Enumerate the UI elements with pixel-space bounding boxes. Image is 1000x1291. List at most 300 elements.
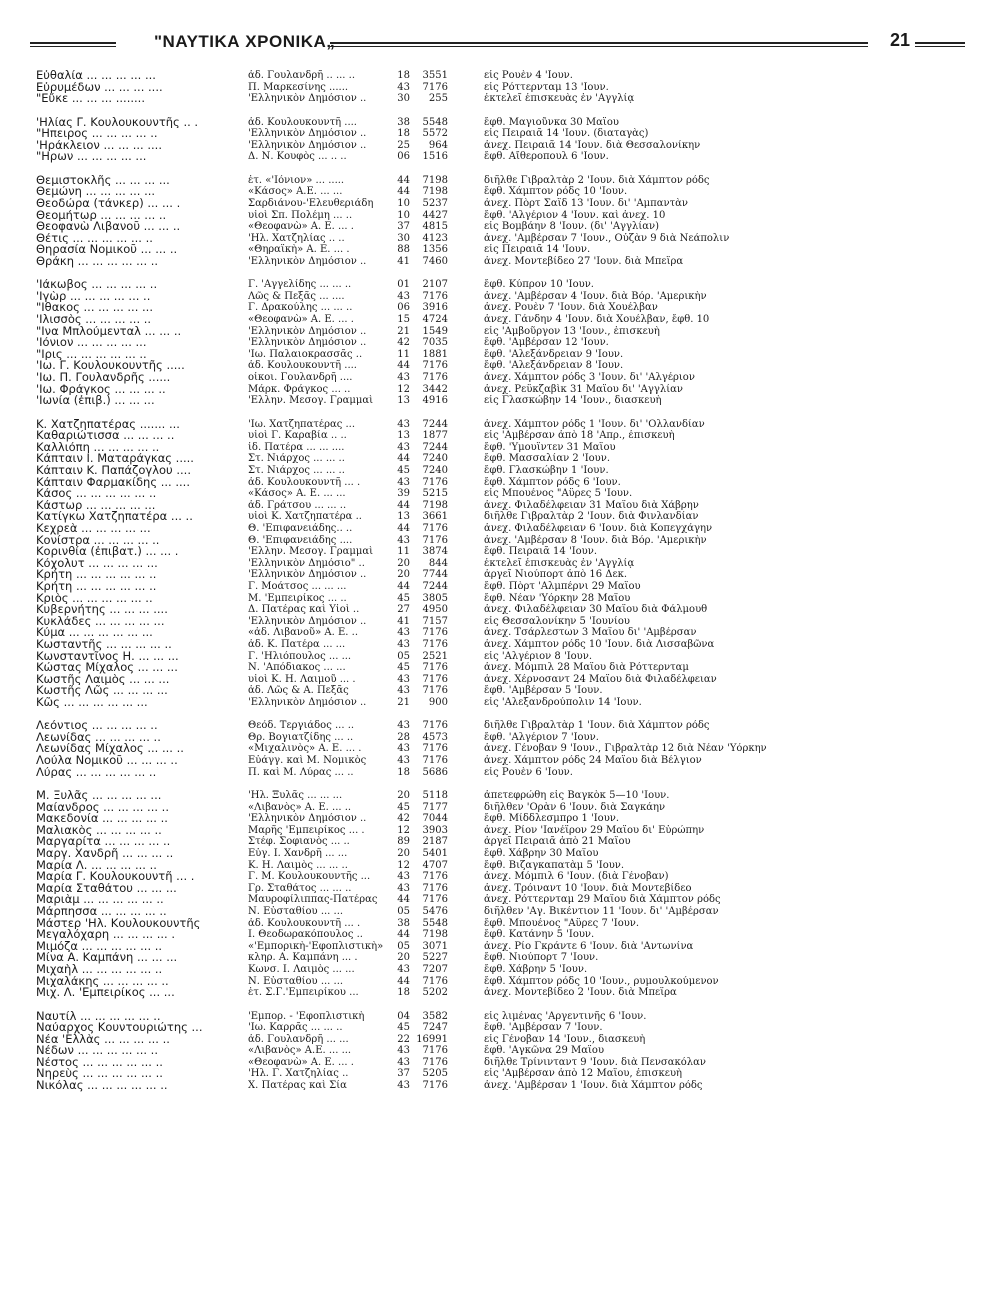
- position-status: ἔφθ. Χάβρην 5 'Ιουν.: [484, 963, 588, 975]
- ship-row: [36, 918, 966, 930]
- tonnage: 255: [428, 93, 448, 105]
- ship-name: 'Ηλίας Γ. Κουλουκουντῆς .. .: [36, 116, 199, 129]
- tonnage: 7176: [422, 975, 448, 987]
- built-year: 43: [397, 534, 410, 546]
- tonnage: 7198: [422, 499, 448, 511]
- ship-name: Νικόλας ... ... ... ... ... ..: [36, 1080, 168, 1092]
- position-status: ἀνεχ. Χάμπτον ρόδς 1 'Ιουν. δι' 'Ολλανδίαν: [484, 418, 705, 430]
- built-year: 44: [397, 453, 410, 465]
- tonnage: 4916: [422, 395, 448, 407]
- tonnage: 7035: [422, 337, 448, 349]
- built-year: 43: [397, 441, 410, 453]
- ship-row: [36, 581, 966, 593]
- ship-name: Κωστῆς Λαιμὸς ... ... ...: [36, 673, 170, 686]
- built-year: 27: [397, 604, 410, 616]
- owner: ἀδ. Κουλουκουντῆ ... .: [248, 476, 361, 488]
- ship-name: Κωστῆς Λῶς ... ... ... ...: [36, 685, 168, 697]
- built-year: 20: [397, 557, 410, 569]
- built-year: 43: [397, 290, 410, 302]
- built-year: 13: [397, 511, 410, 523]
- ship-name: Κάπταιν Φαρμακίδης ... ....: [36, 476, 190, 489]
- position-status: εἰς 'Αμβέρσαν ἀπὸ 12 Μαΐου, ἐπισκευὴ: [484, 1068, 683, 1080]
- tonnage: 7044: [422, 813, 448, 825]
- ship-name: Νηρεὺς ... ... ... ... ... ..: [36, 1068, 163, 1081]
- built-year: 10: [397, 209, 410, 221]
- ship-name: Μ. Ξυλᾶς ... ... ... ... ...: [36, 790, 162, 802]
- position-status: διῆλθε Γιβραλτὰρ 2 'Ιουν. διὰ Φινλανδίαν: [484, 511, 699, 523]
- ship-name: Ναυτίλ ... ... ... ... ... ..: [36, 1010, 161, 1023]
- ship-name: Θεοδώρα (τάνκερ) ... ... .: [36, 197, 181, 210]
- owner: 'Ιω. Καρρᾶς ... ... ..: [248, 1022, 343, 1034]
- tonnage: 1877: [422, 430, 448, 442]
- ship-row: [36, 894, 966, 906]
- position-status: ἔφθ. Χάμπτον ρόδς 10 'Ιουν.: [484, 186, 628, 198]
- ship-row: [36, 1011, 966, 1023]
- owner: 'Ελληνικὸν Δημόσιο" ..: [248, 557, 365, 569]
- ship-row: [36, 627, 966, 639]
- header-rule-left: [30, 42, 116, 47]
- ship-row: [36, 442, 966, 454]
- owner: 'Ελληνικὸν Δημόσιον ..: [248, 569, 367, 581]
- owner: υἱοὶ Κ. Χατζηπατέρα ..: [248, 511, 362, 523]
- tonnage: 3442: [422, 383, 448, 395]
- ship-row: [36, 755, 966, 767]
- owner: «'Εμπορικὴ-'Εφοπλιστικὴ»: [248, 940, 384, 952]
- ship-row: [36, 117, 966, 129]
- tonnage: 900: [428, 696, 448, 708]
- ship-row: [36, 291, 966, 303]
- ship-row: [36, 1057, 966, 1069]
- owner: ἀδ. Κουλουκουντῆ ... .: [248, 917, 361, 929]
- built-year: 44: [397, 360, 410, 372]
- ship-row: [36, 337, 966, 349]
- tonnage: 1356: [422, 244, 448, 256]
- ship-name: Κονίστρα ... ... ... ... ..: [36, 534, 160, 547]
- owner: ἑτ. «'Ιόνιον» ... .....: [248, 174, 345, 186]
- built-year: 43: [397, 1045, 410, 1057]
- ship-row: [36, 697, 966, 709]
- tonnage: 5548: [422, 116, 448, 128]
- owner: 'Ελληνικὸν Δημόσιον ..: [248, 696, 367, 708]
- tonnage: 7177: [422, 801, 448, 813]
- ship-name: Λεωνίδας ... ... ... ... ..: [36, 731, 161, 744]
- ship-row: [36, 430, 966, 442]
- built-year: 18: [397, 128, 410, 140]
- ship-row: [36, 511, 966, 523]
- position-status: διῆλθε Γιβραλτὰρ 2 'Ιουν. διὰ Χάμπτον ρόδς: [484, 174, 710, 186]
- built-year: 44: [397, 975, 410, 987]
- built-year: 20: [397, 790, 410, 802]
- ship-row: [36, 244, 966, 256]
- tonnage: 4950: [422, 604, 448, 616]
- position-status: ἀνεχ. Γάνδην 4 'Ιουν. διὰ Χουέλβαν, ἔφθ. 10: [484, 314, 710, 326]
- ship-name: Κρήτη ... ... ... ... ... ..: [36, 569, 157, 581]
- built-year: 13: [397, 430, 410, 442]
- position-status: ἀνεχ. Φιλαδέλφειαν 30 Μαΐου διὰ Φάλμουθ: [484, 604, 708, 616]
- publication-title: "ΝΑΥΤΙΚΑ ΧΡΟΝΙΚΑ„: [154, 32, 336, 51]
- ship-row: [36, 360, 966, 372]
- ship-name: 'Ιόνιον ... ... ... ... ...: [36, 337, 147, 349]
- owner: Γ. 'Ηλιόπουλος ... ...: [248, 650, 352, 662]
- tonnage: 7240: [422, 465, 448, 476]
- tonnage: 7176: [422, 476, 448, 488]
- position-status: εἰς 'Αμβέρσαν ἀπὸ 18 'Απρ., ἐπισκευὴ: [484, 430, 675, 442]
- position-status: εἰς 'Αλεξανδρούπολιν 14 'Ιουν.: [484, 696, 642, 708]
- built-year: 18: [397, 766, 410, 778]
- ship-row: [36, 674, 966, 686]
- ship-name: Θράκη ... ... ... ... ... ..: [36, 255, 159, 268]
- ship-name: "Ηπειρος ... ... ... ... ..: [36, 128, 158, 140]
- ship-row: [36, 302, 966, 314]
- owner: ἰδ. Πατέρα ... ... ....: [248, 441, 345, 453]
- built-year: 43: [397, 81, 410, 93]
- ship-name: Μαρία Σταθάτου ... ... ...: [36, 882, 177, 895]
- ship-name: Κάπταιν Ι. Ματαράγκας .....: [36, 453, 194, 465]
- ship-name: "Ιθακος ... ... ... ... ...: [36, 302, 153, 315]
- position-status: ἔφθ. 'Αμβέρσαν 7 'Ιουν.: [484, 1022, 603, 1034]
- ship-name: 'Ιω. Π. Γουλανδρῆς ......: [36, 372, 171, 384]
- position-status: ἀνεχ. Μόμπιλ 28 Μαΐου διὰ Ρόττερνταμ: [484, 662, 689, 674]
- owner: 'Ελληνικὸν Δημόσιον ..: [248, 128, 367, 140]
- ship-row: [36, 941, 966, 953]
- position-status: ἀνεχ. 'Αμβέρσαν 1 'Ιουν. διὰ Χάμπτον ρόδς: [484, 1080, 703, 1092]
- ship-row: [36, 860, 966, 872]
- ship-name: Μεγαλόχαρη ... ... ... ... .: [36, 929, 175, 941]
- owner: 'Ελληνικὸν Δημόσιον ..: [248, 813, 367, 825]
- owner: Χ. Πατέρας καὶ Σία: [248, 1080, 347, 1092]
- ship-row: [36, 546, 966, 558]
- built-year: 43: [397, 638, 410, 650]
- ship-row: [36, 616, 966, 628]
- tonnage: 7244: [422, 580, 448, 592]
- owner: Εὐάγγ. καὶ Μ. Νομικὸς: [248, 755, 367, 767]
- position-status: ἀνεχ. Μοντεβίδεο 2 'Ιουν. διὰ Μπεΐρα: [484, 987, 677, 999]
- ship-name: 'Ηράκλειον ... ... ... ....: [36, 139, 162, 152]
- ship-row: [36, 848, 966, 860]
- ship-row: [36, 349, 966, 361]
- built-year: 43: [397, 882, 410, 894]
- ship-name: Εὐρυμέδων ... ... ... ....: [36, 81, 163, 94]
- tonnage: 5118: [422, 790, 448, 802]
- owner: Π. Μαρκεσίνης ......: [248, 81, 349, 93]
- built-year: 43: [397, 418, 410, 430]
- ship-row: [36, 1034, 966, 1046]
- built-year: 44: [397, 894, 410, 906]
- ship-name: Θεομήτωρ ... ... ... ... ..: [36, 209, 167, 222]
- ship-row: [36, 720, 966, 732]
- ship-row: [36, 453, 966, 465]
- owner: «Θηραϊκὴ» Α. Ε. ... .: [248, 244, 350, 256]
- position-status: εἰς 'Αμβοῦργον 13 'Ιουν., ἐπισκευὴ: [484, 325, 660, 337]
- owner: ἀδ. Κουλουκουντῆ ....: [248, 360, 357, 372]
- ship-name: Κάπταιν Κ. Παπάζογλου ....: [36, 465, 191, 477]
- built-year: 44: [397, 499, 410, 511]
- tonnage: 3582: [422, 1010, 448, 1022]
- ship-row: [36, 987, 966, 999]
- position-status: ἀνεχ. Ρόττερνταμ 29 Μαΐου διὰ Χάμπτον ρόδς: [484, 894, 721, 906]
- ship-name: Θέτις ... ... ... ... ... ..: [36, 232, 153, 245]
- owner: Σαρδιάνου-'Ελευθεριάδη: [248, 197, 374, 209]
- tonnage: 7176: [422, 685, 448, 697]
- ship-row: [36, 151, 966, 163]
- tonnage: 7460: [422, 255, 448, 267]
- tonnage: 7176: [422, 673, 448, 685]
- owner: Ι. Θεοδωρακόπουλος ..: [248, 929, 363, 941]
- owner: 'Ελλην. Μεσογ. Γραμμαὶ: [248, 546, 373, 558]
- position-status: ἔφθ. Μπουένος "Αϋρες 7 'Ιουν.: [484, 917, 640, 929]
- ship-name: Μαρία Λ. ... ... ... ... ..: [36, 859, 157, 872]
- position-status: ἔφθ. Μίδδλεσμπρο 1 'Ιουν.: [484, 813, 620, 825]
- tonnage: 3805: [422, 592, 448, 604]
- position-status: ἀνεχ. Τσάρλεστων 3 Μαΐου δι' 'Αμβέρσαν: [484, 627, 697, 639]
- owner: 'Ηλ. Γ. Χατζηλίας ..: [248, 1068, 349, 1080]
- tonnage: 5548: [422, 917, 448, 929]
- owner: Δ. Ν. Κουφὸς ... .. ..: [248, 151, 347, 163]
- ship-name: 'Ιγὼρ ... ... ... ... ... ..: [36, 290, 151, 303]
- ship-row: [36, 82, 966, 94]
- ship-name: 'Ιωνία (ἐπιβ.) ... ... ...: [36, 395, 155, 407]
- ship-group: [36, 279, 966, 407]
- tonnage: 2107: [422, 279, 448, 291]
- header-rule-right: [330, 42, 868, 47]
- tonnage: 7176: [422, 1056, 448, 1068]
- position-status: ἔφθ. 'Αμβέρσαν 5 'Ιουν.: [484, 685, 603, 697]
- built-year: 06: [397, 151, 410, 163]
- position-status: εἰς Μπουένος "Αϋρες 5 'Ιουν.: [484, 488, 633, 500]
- owner: 'Ηλ. Ξυλᾶς ... ... ...: [248, 790, 343, 802]
- ship-row: [36, 395, 966, 407]
- owner: Θ. 'Επιφανειάδης.. ..: [248, 522, 353, 534]
- built-year: 13: [397, 395, 410, 407]
- built-year: 43: [397, 963, 410, 975]
- owner: ἑτ. Σ.Γ.'Εμπειρίκου ...: [248, 987, 359, 999]
- tonnage: 5572: [422, 128, 448, 140]
- ship-group: [36, 790, 966, 999]
- tonnage: 1516: [422, 151, 448, 163]
- owner: Λῶς & Πεξᾶς ... ....: [248, 290, 345, 302]
- ship-row: [36, 384, 966, 396]
- position-status: ἀνεχ. Ρεϋκζαβὶκ 31 Μαΐου δι' 'Αγγλίαν: [484, 383, 683, 395]
- built-year: 20: [397, 952, 410, 964]
- position-status: ἔφθ. Γλασκώβην 1 'Ιουν.: [484, 465, 609, 476]
- owner: Μαρῆς 'Εμπειρίκος ... .: [248, 824, 365, 836]
- built-year: 05: [397, 905, 410, 917]
- ship-name: "Εὔκε ... ... ... ........: [36, 93, 145, 105]
- position-status: ἐκτελεῖ ἐπισκευὰς ἐν 'Αγγλίᾳ: [484, 93, 635, 105]
- tonnage: 4427: [422, 209, 448, 221]
- position-status: εἰς Θεσσαλονίκην 5 'Ιουνίου: [484, 615, 630, 627]
- built-year: 06: [397, 302, 410, 314]
- position-status: εἰς Γένοβαν 14 'Ιουν., διασκευὴ: [484, 1033, 646, 1045]
- ship-name: Μακεδονία ... ... ... ... ..: [36, 813, 168, 825]
- ship-name: Κυβερνήτης ... ... ... ....: [36, 604, 168, 616]
- built-year: 25: [397, 139, 410, 151]
- built-year: 30: [397, 232, 410, 244]
- tonnage: 7176: [422, 627, 448, 639]
- built-year: 12: [397, 824, 410, 836]
- ship-name: Κωσταντῆς ... ... ... ... ..: [36, 638, 172, 651]
- position-status: ἔφθ. Χάμπτον ρόδς 6 'Ιουν.: [484, 476, 621, 488]
- position-status: ἔφθ. Αἴθεροπουλ 6 'Ιουν.: [484, 151, 609, 163]
- ship-name: Μαργ. Χανδρῆ ... ... ... ..: [36, 848, 174, 860]
- ship-row: [36, 593, 966, 605]
- tonnage: 3551: [422, 70, 448, 81]
- owner: Δ. Πατέρας καὶ Υἱοὶ ..: [248, 604, 360, 616]
- tonnage: 7157: [422, 615, 448, 627]
- tonnage: 4707: [422, 859, 448, 871]
- tonnage: 16991: [416, 1033, 448, 1045]
- built-year: 44: [397, 174, 410, 186]
- owner: 'Ελληνικὸν Δημόσιον ..: [248, 337, 367, 349]
- ship-row: [36, 128, 966, 140]
- tonnage: 3874: [422, 546, 448, 558]
- ship-name: Θεοφανὼ Λιβανοῦ ... ... ..: [36, 221, 181, 233]
- owner: ἀδ. Κ. Πατέρα ... ...: [248, 638, 346, 650]
- position-status: ἀνεχ. Πειραιᾶ 14 'Ιουν. διὰ Θεσσαλονίκην: [484, 139, 701, 151]
- built-year: 43: [397, 1056, 410, 1068]
- position-status: ἀνεχ. Χάμπτον ρόδς 24 Μαΐου διὰ Βέλγιον: [484, 755, 702, 767]
- ship-name: Θηρασία Νομικοῦ ... ... ..: [36, 244, 178, 256]
- owner: 'Ελληνικὸν Δημόσιον ..: [248, 325, 367, 337]
- owner: 'Ελληνικὸν Δημόσιον ..: [248, 615, 367, 627]
- position-status: ἔφθ. Κύπρον 10 'Ιουν.: [484, 279, 594, 291]
- built-year: 05: [397, 940, 410, 952]
- tonnage: 7176: [422, 372, 448, 384]
- built-year: 05: [397, 650, 410, 662]
- position-status: ἀνεχ. Γένοβαν 9 'Ιουν., Γιβραλτὰρ 12 διὰ Νέαν 'Υόρκην: [484, 743, 767, 755]
- ship-name: "Ινα Μπλούμενταλ ... ... ..: [36, 325, 182, 338]
- position-status: ἀνεχ. Ρίον 'Ιανέϊρον 29 Μαΐου δι' Εὐρώπην: [484, 824, 705, 836]
- position-status: ἔφθ. 'Υμουΐντεν 31 Μαΐου: [484, 441, 616, 453]
- ship-row: [36, 639, 966, 651]
- ship-row: [36, 221, 966, 233]
- owner: Γ. Μοάτσος ... ... ...: [248, 580, 347, 592]
- ship-row: [36, 186, 966, 198]
- ship-name: "Ηρων ... ... ... ... ...: [36, 151, 147, 163]
- ship-name: Μαρία Γ. Κουλουκουντῆ ... .: [36, 871, 195, 883]
- tonnage: 5215: [422, 488, 448, 500]
- page-header: [30, 30, 968, 52]
- built-year: 44: [397, 929, 410, 941]
- ship-group: [36, 175, 966, 268]
- owner: Ν. 'Απόδιακος ... ...: [248, 662, 346, 674]
- position-status: ἀνεχ. 'Αμβέρσαν 7 'Ιουν., Οὐζὰν 9 διὰ Νεάπολιν: [484, 232, 730, 244]
- owner: κληρ. Α. Καμπάνη ... .: [248, 952, 358, 964]
- ship-name: 'Ιω. Φράγκος ... ... ... ..: [36, 383, 166, 396]
- ship-name: Κυκλάδες ... ... ... ... ...: [36, 615, 165, 628]
- owner: «Λιβανὸς» Α.Ε. ... ...: [248, 1045, 352, 1057]
- owner: Γ. Δρακούλης ... ... ..: [248, 302, 353, 314]
- ship-name: "Ιρις ... ... ... ... ... ..: [36, 348, 147, 361]
- owner: Ν. Εὐσταθίου ... ...: [248, 975, 344, 987]
- built-year: 43: [397, 720, 410, 732]
- owner: υἱοὶ Σπ. Πολέμη ... ..: [248, 209, 353, 221]
- ship-name: Νέδων ... ... ... ... ... ..: [36, 1045, 158, 1057]
- tonnage: 3661: [422, 511, 448, 523]
- ship-row: [36, 419, 966, 431]
- tonnage: 7176: [422, 743, 448, 755]
- owner: Στέφ. Σοφιανὸς ... ..: [248, 836, 350, 848]
- tonnage: 4815: [422, 221, 448, 233]
- owner: Μάρκ. Φράγκος ... ..: [248, 383, 351, 395]
- built-year: 88: [397, 244, 410, 256]
- built-year: 44: [397, 186, 410, 198]
- position-status: ἀνεχ. Χέρνοσαντ 24 Μαΐου διὰ Φιλαδέλφειαν: [484, 673, 717, 685]
- ship-name: Μιχ. Λ. 'Εμπειρίκος ... ...: [36, 987, 175, 999]
- built-year: 44: [397, 522, 410, 534]
- position-status: ἔφθ. 'Αλεξάνδρειαν 8 'Ιουν.: [484, 360, 624, 372]
- ship-row: [36, 685, 966, 697]
- owner: Θεόδ. Τεργιάδος ... ..: [248, 720, 355, 732]
- position-status: ἀνεχ. Μοντεβίδεο 27 'Ιουν. διὰ Μπεΐρα: [484, 255, 684, 267]
- tonnage: 4724: [422, 314, 448, 326]
- built-year: 21: [397, 325, 410, 337]
- ship-row: [36, 1045, 966, 1057]
- position-status: ἔφθ. Βιζαγκαπατὰμ 5 'Ιουν.: [484, 859, 625, 871]
- ship-row: [36, 1068, 966, 1080]
- ship-name: Μιμόζα ... ... ... ... ... ..: [36, 940, 163, 953]
- ship-name: Μίνα Α. Καμπάνη ... ... ...: [36, 952, 178, 964]
- built-year: 43: [397, 685, 410, 697]
- built-year: 38: [397, 116, 410, 128]
- ship-row: [36, 836, 966, 848]
- owner: 'Ελληνικὸν Δημόσιον ..: [248, 93, 367, 105]
- ship-name: Κ. Χατζηπατέρας ....... ...: [36, 418, 180, 431]
- owner: υἱοὶ Γ. Καραβία .. ..: [248, 430, 347, 442]
- ship-row: [36, 477, 966, 489]
- position-status: εἰς Βομβάην 8 'Ιουν. (δι' 'Αγγλίαν): [484, 221, 659, 233]
- built-year: 45: [397, 1022, 410, 1034]
- tonnage: 7198: [422, 174, 448, 186]
- owner: «Μιχαλινὸς» Α. Ε. ... .: [248, 743, 362, 755]
- ship-name: Μάρπησσα ... ... ... ... ..: [36, 905, 167, 918]
- tonnage: 4123: [422, 232, 448, 244]
- tonnage: 1881: [422, 348, 448, 360]
- position-status: ἀνεχ. Φιλαδέλφειαν 6 'Ιουν. διὰ Κοπεγχάγην: [484, 522, 713, 534]
- position-status: εἰς Ρουὲν 6 'Ιουν.: [484, 766, 573, 778]
- built-year: 11: [397, 546, 410, 558]
- ship-row: [36, 488, 966, 500]
- tonnage: 7176: [422, 1045, 448, 1057]
- built-year: 41: [397, 255, 410, 267]
- owner: Θρ. Βογιατζίδης ... ..: [248, 731, 354, 743]
- ship-name: Κάστωρ ... ... ... ... ...: [36, 499, 156, 512]
- position-status: ἀνεχ. Τρόιναντ 10 'Ιουν. διὰ Μοντεβίδεο: [484, 882, 692, 894]
- position-status: ἔφθ. Μαγιοῦνκα 30 Μαΐου: [484, 116, 619, 128]
- tonnage: 5202: [422, 987, 448, 999]
- built-year: 43: [397, 673, 410, 685]
- position-status: διῆλθεν 'Αγ. Βικέντιον 11 'Ιουν. δι' 'Αμβέρσαν: [484, 905, 719, 917]
- built-year: 43: [397, 743, 410, 755]
- built-year: 12: [397, 859, 410, 871]
- ship-group: [36, 419, 966, 709]
- built-year: 15: [397, 314, 410, 326]
- built-year: 18: [397, 70, 410, 81]
- ship-name: Κρήτη ... ... ... ... ... ..: [36, 580, 157, 593]
- ship-row: [36, 825, 966, 837]
- ship-row: [36, 372, 966, 384]
- tonnage: 7244: [422, 418, 448, 430]
- ship-row: [36, 802, 966, 814]
- ship-name: Κόχολυτ ... ... ... ... ...: [36, 557, 158, 570]
- ship-name: Κατίγκω Χατζηπατέρα ... ..: [36, 511, 193, 523]
- position-status: ἔφθ. Χάβρην 30 Μαΐου: [484, 848, 599, 859]
- built-year: 22: [397, 1033, 410, 1045]
- ship-row: [36, 279, 966, 291]
- ship-row: [36, 500, 966, 512]
- built-year: 45: [397, 592, 410, 604]
- ship-name: Κῶς ... ... ... ... ... ...: [36, 696, 148, 709]
